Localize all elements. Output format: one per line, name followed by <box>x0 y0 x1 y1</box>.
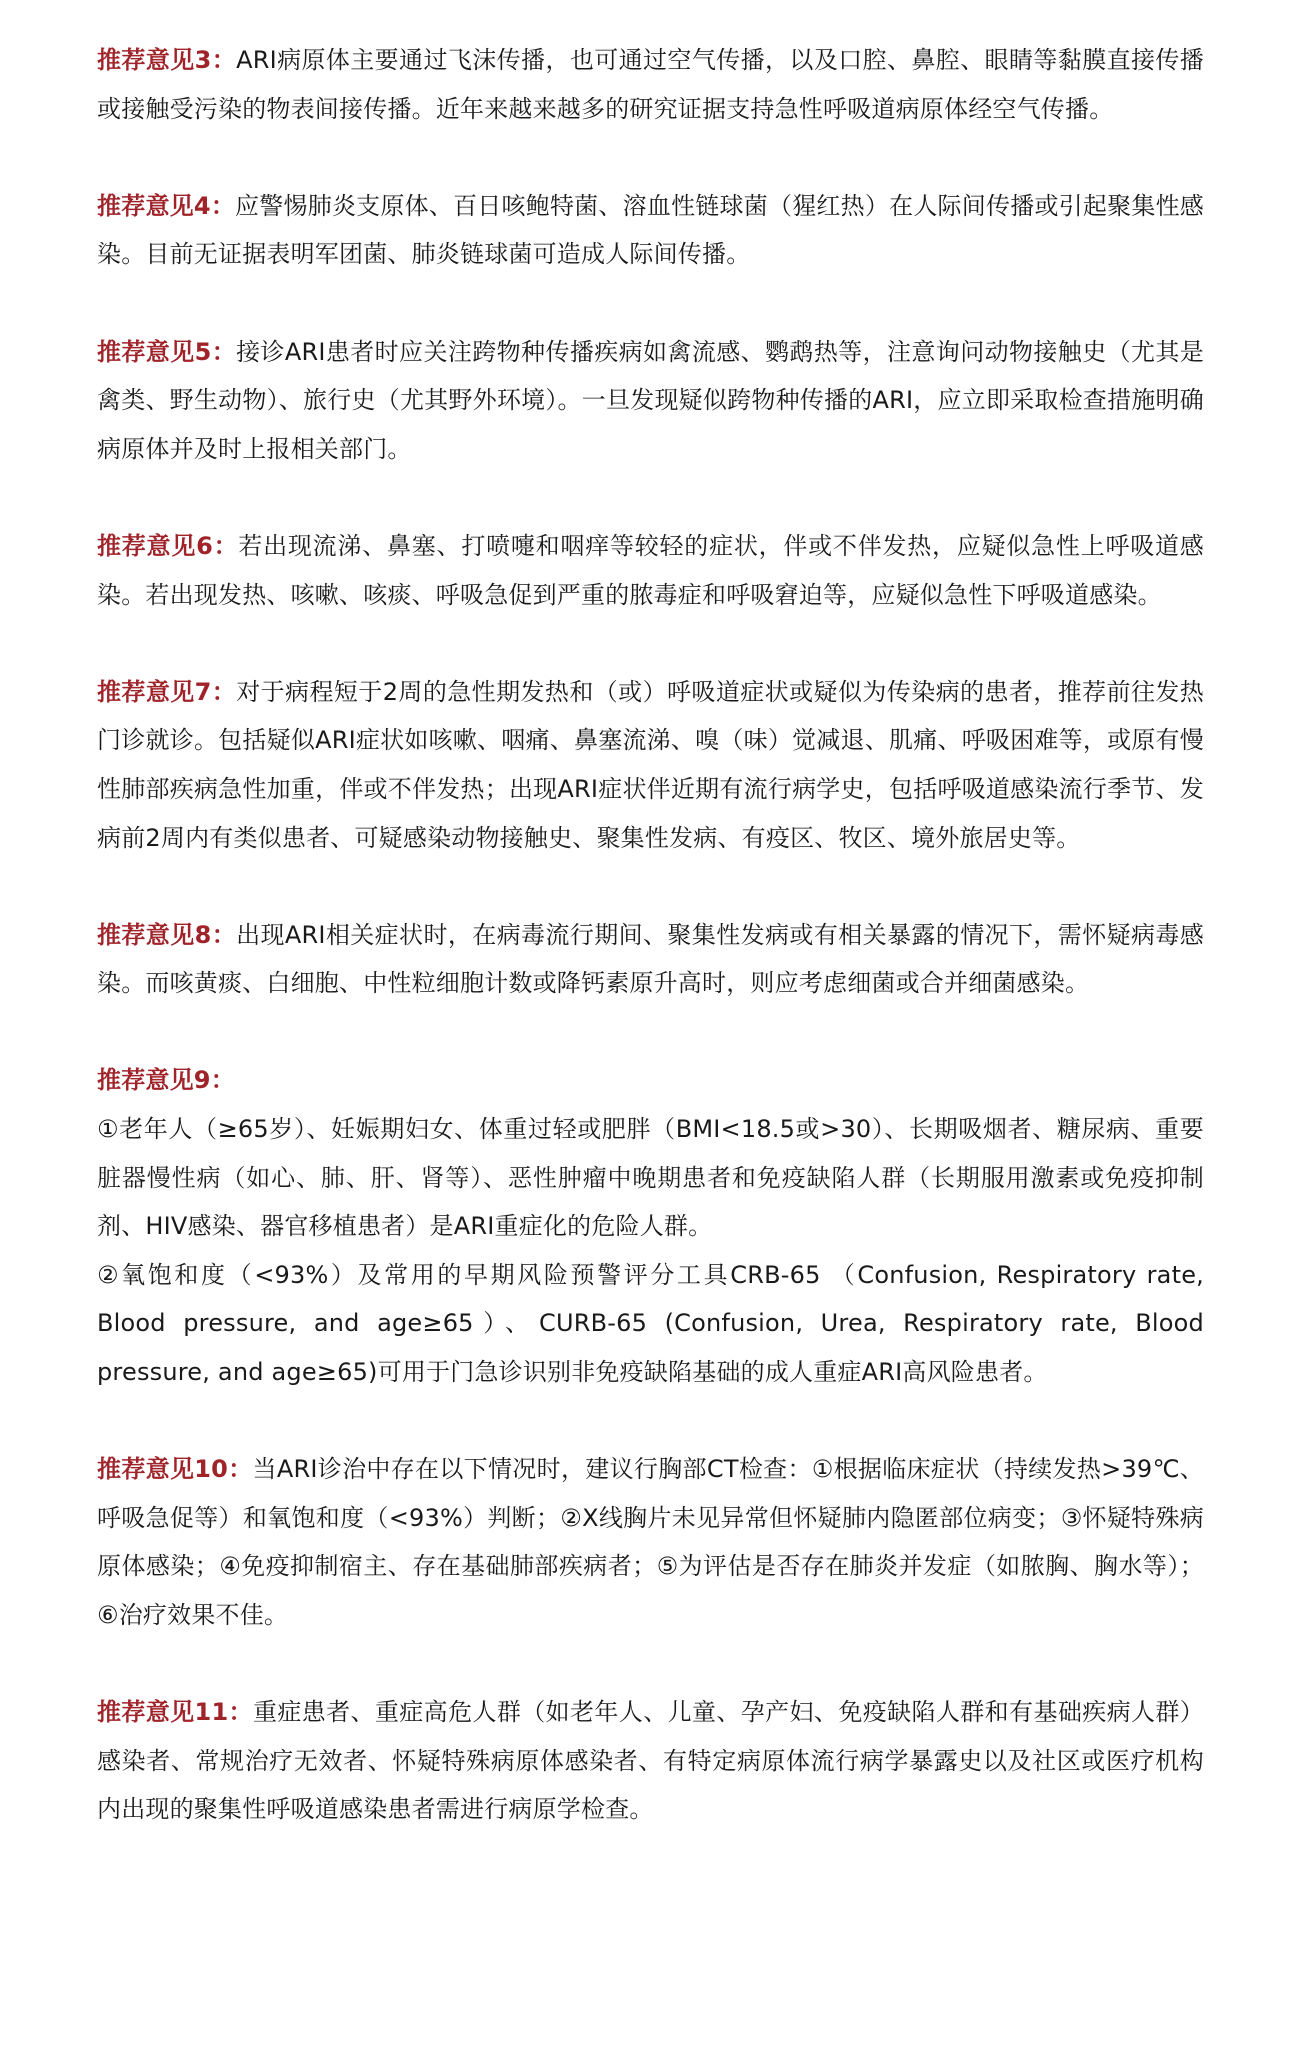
recommendation-9 <box>97 1056 1204 1396</box>
recommendation-3 <box>97 36 1204 133</box>
recommendation-7 <box>97 668 1204 862</box>
recommendation-body: ARI病原体主要通过飞沫传播，也可通过空气传播，以及口腔、鼻腔、眼睛等黏膜直接传播或接触受污染的物表间接传播。近年来越来越多的研究证据支持急性呼吸道病原体经空气传播。 <box>97 46 1204 123</box>
recommendation-8 <box>97 911 1204 1008</box>
recommendation-title: 推荐意见7： <box>97 677 237 706</box>
recommendation-body: 当ARI诊治中存在以下情况时，建议行胸部CT检查：①根据临床症状（持续发热>39℃、呼吸急促等）和氧饱和度（<93%）判断；②X线胸片未见异常但怀疑肺内隐匿部位病变；③怀疑特殊病原体感染；④免疫抑制宿主、存在基础肺部疾病者；⑤为评估是否存在肺炎并发症（如脓胸、胸水等）；⑥治疗效果不佳。 <box>97 1455 1204 1629</box>
recommendation-11 <box>97 1688 1204 1834</box>
recommendation-body: 应警惕肺炎支原体、百日咳鲍特菌、溶血性链球菌（猩红热）在人际间传播或引起聚集性感染。目前无证据表明军团菌、肺炎链球菌可造成人际间传播。 <box>97 191 1204 269</box>
recommendation-6 <box>97 522 1204 619</box>
recommendation-5 <box>97 328 1204 474</box>
recommendation-4 <box>97 182 1204 279</box>
recommendation-item: ①老年人（≥65岁）、妊娠期妇女、体重过轻或肥胖（BMI<18.5或>30）、长期吸烟者、糖尿病、重要脏器慢性病（如心、肺、肝、肾等）、恶性肿瘤中晚期患者和免疫缺陷人群（长期服用激素或免疫抑制剂、HIV感染、器官移植患者）是ARI重症化的危险人群。 <box>97 1115 1204 1241</box>
recommendation-title: 推荐意见11： <box>97 1698 253 1727</box>
recommendation-title: 推荐意见4： <box>97 191 236 220</box>
recommendation-body: 接诊ARI患者时应关注跨物种传播疾病如禽流感、鹦鹉热等，注意询问动物接触史（尤其是禽类、野生动物）、旅行史（尤其野外环境）。一旦发现疑似跨物种传播的ARI，应立即采取检查措施明确病原体并及时上报相关部门。 <box>97 337 1204 463</box>
recommendation-title: 推荐意见3： <box>97 46 237 74</box>
recommendation-body: 出现ARI相关症状时，在病毒流行期间、聚集性发病或有相关暴露的情况下，需怀疑病毒感染。而咳黄痰、白细胞、中性粒细胞计数或降钙素原升高时，则应考虑细菌或合并细菌感染。 <box>97 920 1204 998</box>
recommendation-title: 推荐意见8： <box>97 920 237 949</box>
recommendation-title: 推荐意见6： <box>97 531 239 560</box>
recommendation-item: ②氧饱和度（<93%）及常用的早期风险预警评分工具CRB-65 （Confusion, Respiratory rate, Blood pressure, and age≥65）、CURB-65 (Confusion, Urea, Respiratory rate, Blood pressure, and age≥65)可用于门急诊识别非免疫缺陷基础的成人重症ARI高风险患者。 <box>97 1260 1204 1387</box>
recommendation-body: 若出现流涕、鼻塞、打喷嚏和咽痒等较轻的症状，伴或不伴发热，应疑似急性上呼吸道感染。若出现发热、咳嗽、咳痰、呼吸急促到严重的脓毒症和呼吸窘迫等，应疑似急性下呼吸道感染。 <box>97 531 1205 609</box>
recommendation-body: 重症患者、重症高危人群（如老年人、儿童、孕产妇、免疫缺陷人群和有基础疾病人群）感染者、常规治疗无效者、怀疑特殊病原体感染者、有特定病原体流行病学暴露史以及社区或医疗机构内出现的聚集性呼吸道感染患者需进行病原学检查。 <box>97 1698 1204 1824</box>
recommendation-title: 推荐意见5： <box>97 337 237 366</box>
recommendation-title: 推荐意见10： <box>97 1455 253 1484</box>
recommendation-title: 推荐意见9： <box>97 1066 235 1095</box>
recommendation-body: 对于病程短于2周的急性期发热和（或）呼吸道症状或疑似为传染病的患者，推荐前往发热门诊就诊。包括疑似ARI症状如咳嗽、咽痛、鼻塞流涕、嗅（味）觉减退、肌痛、呼吸困难等，或原有慢性肺部疾病急性加重，伴或不伴发热；出现ARI症状伴近期有流行病学史，包括呼吸道感染流行季节、发病前2周内有类似患者、可疑感染动物接触史、聚集性发病、有疫区、牧区、境外旅居史等。 <box>97 677 1204 852</box>
recommendation-10 <box>97 1445 1204 1639</box>
